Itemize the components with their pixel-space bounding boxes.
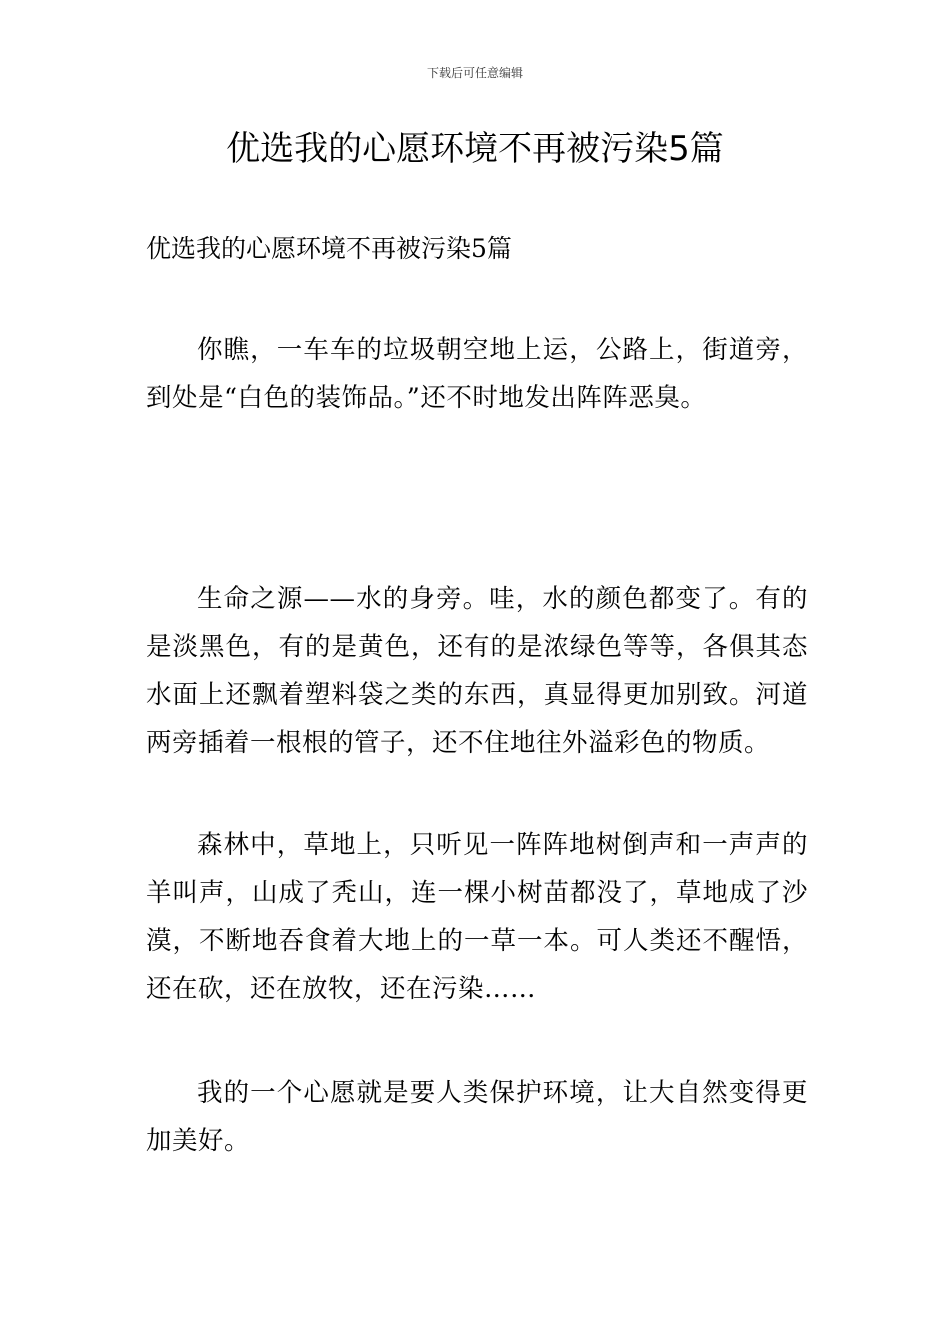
paragraph-2: 生命之源——水的身旁。哇，水的颜色都变了。有的是淡黑色，有的是黄色，还有的是浓绿色等等，各俱其态水面上还飘着塑料袋之类的东西，真显得更加别致。河道两旁插着一根根的管子，还不住地往外溢彩色的物质。 (146, 584, 808, 758)
paragraph-4: 我的一个心愿就是要人类保护环境，让大自然变得更加美好。 (146, 1078, 808, 1156)
document-title: 优选我的心愿环境不再被污染5篇 (226, 129, 724, 169)
paragraph-3: 森林中，草地上，只听见一阵阵地树倒声和一声声的羊叫声，山成了秃山，连一棵小树苗都没了，草地成了沙漠，不断地吞食着大地上的一草一本。可人类还不醒悟，还在砍，还在放牧，还在污染…… (146, 830, 808, 1004)
document-subtitle: 优选我的心愿环境不再被污染5篇 (146, 234, 512, 263)
paragraph-1: 你瞧，一车车的垃圾朝空地上运，公路上，街道旁，到处是“白色的装饰品。”还不时地发出阵阵恶臭。 (146, 335, 808, 413)
header-note: 下载后可任意编辑 (426, 66, 523, 80)
